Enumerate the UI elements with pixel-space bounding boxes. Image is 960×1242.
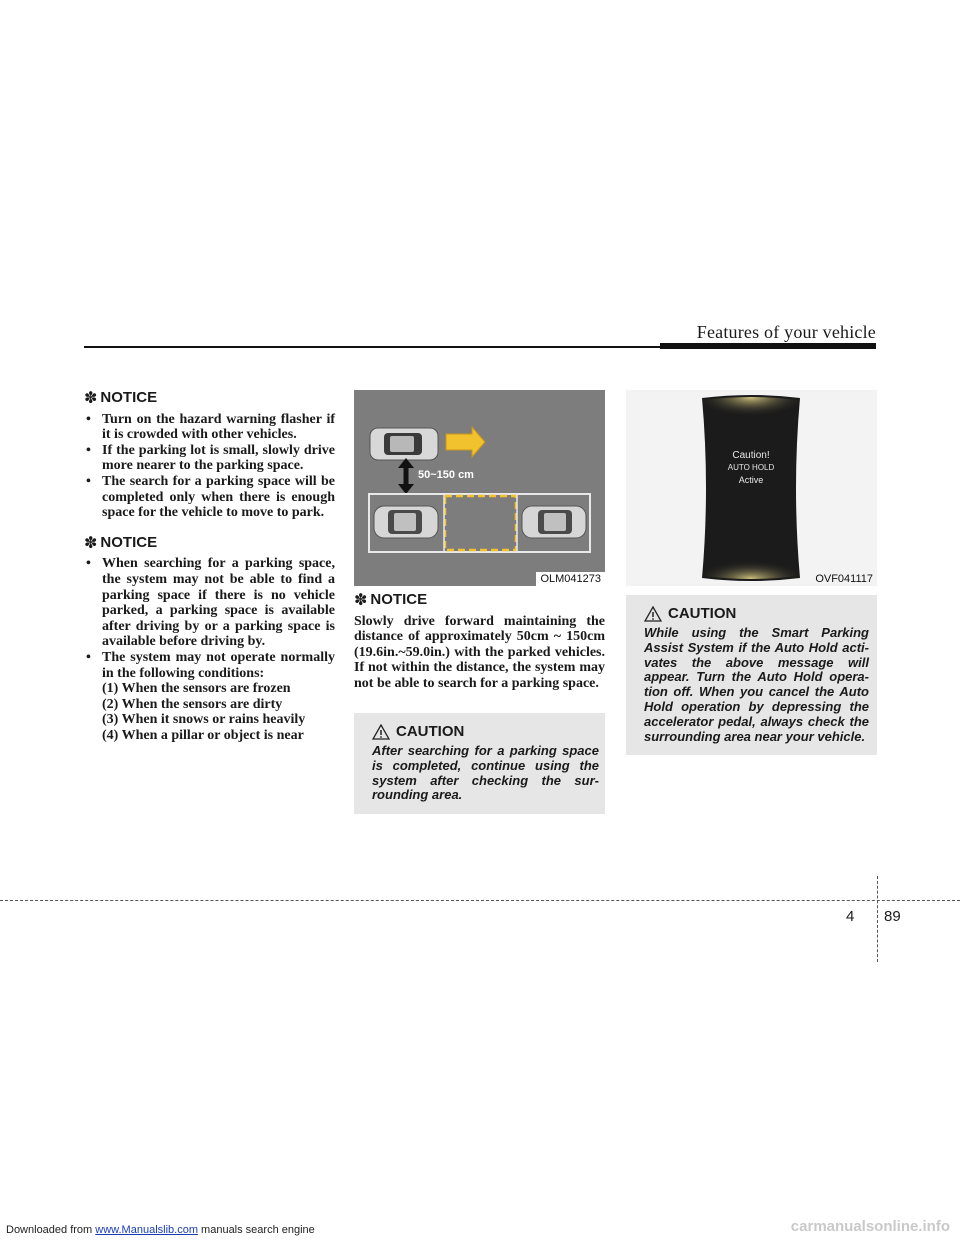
watermark: carmanualsonline.info	[790, 1218, 950, 1235]
page-number: 89	[884, 908, 901, 925]
chapter-number: 4	[846, 908, 855, 925]
display-message	[702, 450, 800, 486]
figure-code: OLM041273	[536, 572, 605, 586]
condition-item: (2) When the sensors are dirty	[102, 696, 283, 712]
notice-heading-text: NOTICE	[370, 591, 428, 608]
footer-rule	[0, 900, 960, 901]
auto-hold-figure	[626, 390, 877, 586]
notice-heading-text: NOTICE	[100, 389, 158, 406]
header-rule	[84, 346, 660, 348]
notice-heading	[354, 592, 605, 608]
manualslib-link[interactable]: www.Manualslib.com	[95, 1224, 198, 1236]
list-item: • If the parking lot is small, slowly drive more nearer to the parking space.	[84, 443, 335, 474]
list-item	[84, 650, 335, 681]
figure-code: OVF041117	[811, 572, 877, 586]
target-space	[445, 496, 516, 550]
parked-car-right	[522, 506, 586, 538]
middle-notice	[354, 592, 605, 692]
parking-illustration	[354, 390, 605, 586]
section-title: Features of your vehicle	[696, 322, 876, 342]
left-column	[84, 390, 335, 743]
display-line: Caution!	[732, 450, 770, 461]
download-prefix: Downloaded from	[6, 1224, 93, 1236]
display-line: Active	[738, 475, 764, 485]
caution-heading	[372, 723, 599, 740]
list-item: • Turn on the hazard warning flasher if it is crowded with other vehicles.	[84, 412, 335, 443]
caution-heading-text: CAUTION	[668, 605, 737, 622]
caution-heading-text: CAUTION	[396, 723, 465, 740]
moving-car	[370, 428, 438, 460]
notice-heading	[84, 532, 335, 552]
caution-box-middle	[354, 713, 605, 814]
distance-label: 50~150 cm	[418, 469, 474, 481]
caution-body: After searching for a parking space is completed, continue using the system after checking the sur-rounding area.	[372, 743, 599, 803]
download-line	[6, 1224, 315, 1236]
warning-triangle-icon	[372, 724, 390, 740]
notice-list	[84, 556, 335, 681]
notice-star-icon: ✽	[354, 590, 368, 609]
condition-item: (4) When a pillar or object is near	[102, 727, 304, 743]
warning-triangle-icon	[644, 606, 662, 622]
direction-arrow-icon	[446, 427, 485, 457]
notice-star-icon: ✽	[84, 388, 98, 407]
list-item: • When searching for a parking space, the system may not be able to find a parking space if there is no vehicle parked, a parking space is available after driving by or a parking space is available before driving by.	[84, 556, 335, 650]
notice-star-icon: ✽	[84, 532, 98, 552]
notice-heading-text: NOTICE	[100, 533, 158, 551]
display-line: AUTO HOLD	[727, 463, 775, 472]
condition-item: (3) When it snows or rains heavily	[102, 712, 306, 728]
notice-list	[84, 412, 335, 521]
footer-vertical-rule	[877, 876, 878, 962]
caution-box-right	[626, 595, 877, 755]
parked-car-left	[374, 506, 438, 538]
header-rule-thick	[660, 343, 876, 349]
parking-distance-figure	[354, 390, 605, 586]
notice-body: Slowly drive forward maintaining the distance of approximately 50cm ~ 150cm (19.6in.~59.0in.) with the parked vehicles. If not within the distance, the system may not be able to search for a parking space.	[354, 613, 605, 691]
notice-heading	[84, 390, 335, 406]
condition-item: (1) When the sensors are frozen	[102, 681, 291, 697]
caution-body: While using the Smart Parking Assist System if the Auto Hold acti-vates the above message will appear. Turn the Auto Hold opera-tion off. When you cancel the Auto Hold operation by depressing the accelerator pedal, always check the surrounding area near your vehicle.	[644, 625, 869, 744]
cluster-display	[626, 390, 877, 586]
caution-heading	[644, 605, 869, 622]
list-item-text: The system may not operate normally in the following conditions:	[102, 649, 335, 681]
list-item: • The search for a parking space will be completed only when there is enough space for the vehicle to move to park.	[84, 474, 335, 521]
download-suffix: manuals search engine	[201, 1224, 315, 1236]
